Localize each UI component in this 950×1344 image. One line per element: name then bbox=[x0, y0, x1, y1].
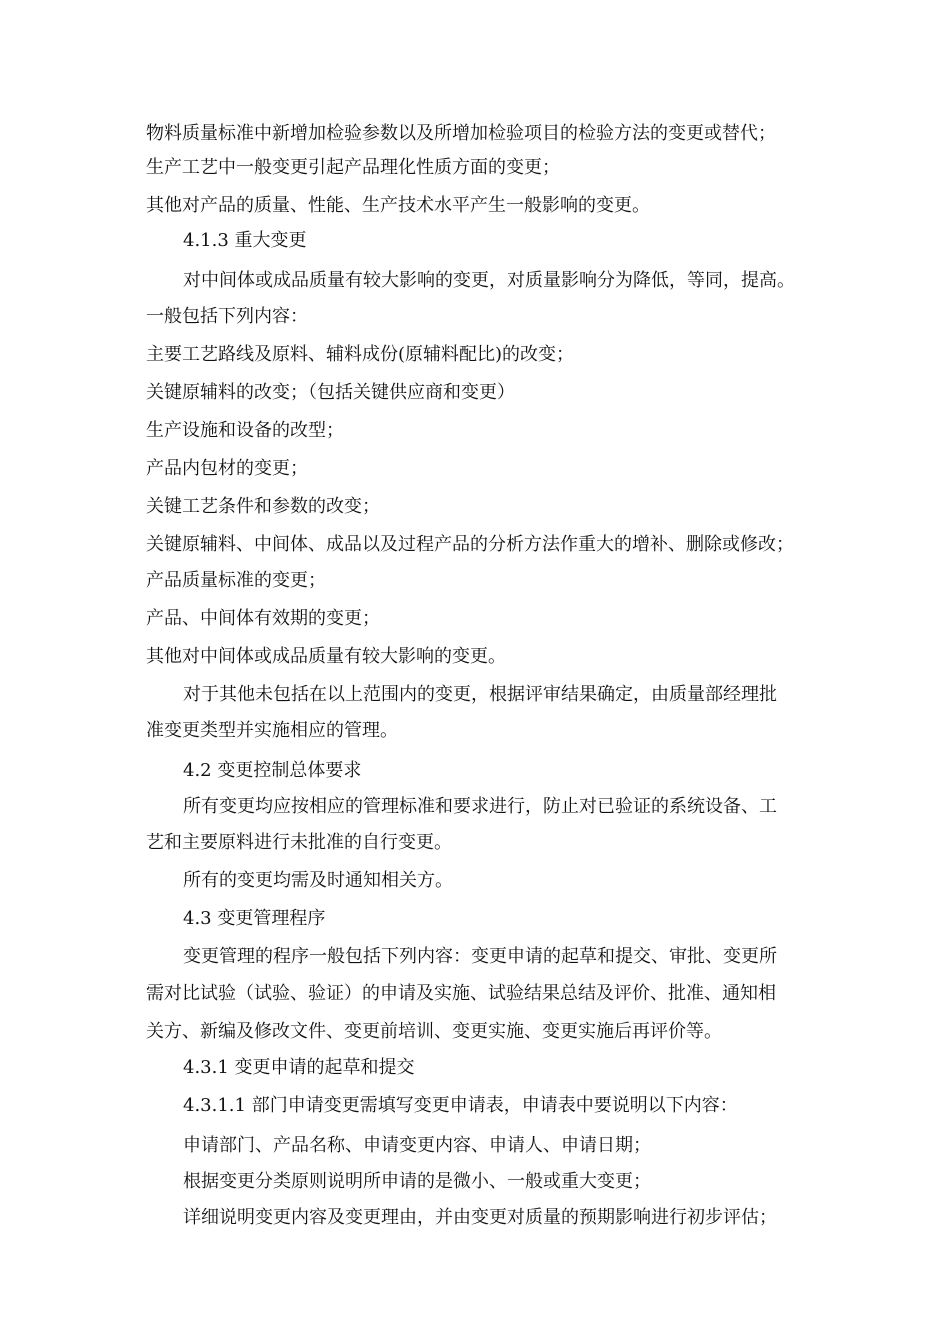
paragraph-line: 生产工艺中一般变更引起产品理化性质方面的变更； bbox=[146, 157, 560, 178]
paragraph-line: 主要工艺路线及原料、辅料成份(原辅料配比)的改变； bbox=[146, 344, 575, 365]
paragraph-line: 关键工艺条件和参数的改变； bbox=[146, 496, 380, 517]
paragraph-line: 生产设施和设备的改型； bbox=[146, 420, 344, 441]
section-heading: 4.1.3 重大变更 bbox=[183, 230, 307, 251]
section-heading: 4.3.1.1 部门申请变更需填写变更申请表，申请表中要说明以下内容： bbox=[183, 1095, 738, 1116]
section-heading: 4.3 变更管理程序 bbox=[183, 908, 326, 929]
paragraph-line: 关方、新编及修改文件、变更前培训、变更实施、变更实施后再评价等。 bbox=[146, 1021, 722, 1042]
paragraph-line: 所有变更均应按相应的管理标准和要求进行，防止对已验证的系统设备、工 bbox=[183, 796, 777, 817]
paragraph-line: 所有的变更均需及时通知相关方。 bbox=[183, 870, 453, 891]
paragraph-line: 对中间体或成品质量有较大影响的变更，对质量影响分为降低，等同，提高。 bbox=[183, 270, 795, 291]
paragraph-line: 申请部门、产品名称、申请变更内容、申请人、申请日期； bbox=[183, 1135, 651, 1156]
paragraph-line: 其他对中间体或成品质量有较大影响的变更。 bbox=[146, 646, 506, 667]
paragraph-line: 关键原辅料、中间体、成品以及过程产品的分析方法作重大的增补、删除或修改； bbox=[146, 534, 794, 555]
paragraph-line: 产品质量标准的变更； bbox=[146, 570, 326, 591]
paragraph-line: 根据变更分类原则说明所申请的是微小、一般或重大变更； bbox=[183, 1171, 651, 1192]
paragraph-line: 产品、中间体有效期的变更； bbox=[146, 608, 380, 629]
paragraph-line: 变更管理的程序一般包括下列内容：变更申请的起草和提交、审批、变更所 bbox=[183, 946, 777, 967]
paragraph-line: 详细说明变更内容及变更理由，并由变更对质量的预期影响进行初步评估； bbox=[183, 1207, 777, 1228]
section-heading: 4.3.1 变更申请的起草和提交 bbox=[183, 1057, 415, 1078]
paragraph-line: 产品内包材的变更； bbox=[146, 458, 308, 479]
paragraph-line: 关键原辅料的改变；（包括关键供应商和变更） bbox=[146, 382, 515, 403]
paragraph-line: 准变更类型并实施相应的管理。 bbox=[146, 720, 398, 741]
paragraph-line: 需对比试验（试验、验证）的申请及实施、试验结果总结及评价、批准、通知相 bbox=[146, 983, 776, 1004]
paragraph-line: 其他对产品的质量、性能、生产技术水平产生一般影响的变更。 bbox=[146, 195, 650, 216]
paragraph-line: 物料质量标准中新增加检验参数以及所增加检验项目的检验方法的变更或替代； bbox=[146, 123, 776, 144]
paragraph-line: 对于其他未包括在以上范围内的变更，根据评审结果确定，由质量部经理批 bbox=[183, 684, 777, 705]
section-heading: 4.2 变更控制总体要求 bbox=[183, 760, 362, 781]
paragraph-line: 一般包括下列内容： bbox=[146, 306, 308, 327]
paragraph-line: 艺和主要原料进行未批准的自行变更。 bbox=[146, 832, 452, 853]
